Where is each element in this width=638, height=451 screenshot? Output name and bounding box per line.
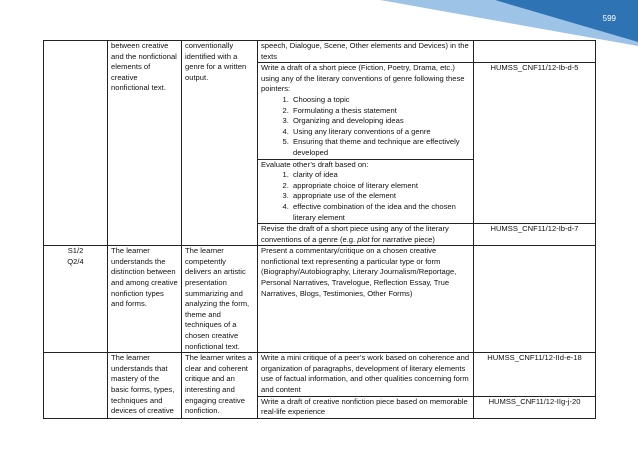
table-row [44, 246, 596, 353]
code-cell: HUMSS_CNF11/12-Ib-d-5 [474, 63, 596, 224]
list-item: 1. Choosing a topic [291, 95, 470, 106]
list-item: 2. appropriate choice of literary element [291, 181, 470, 192]
competency-cell: Write a draft of creative nonfiction piece based on memorable real-life experience [258, 396, 474, 418]
competency-cell [258, 159, 474, 224]
week-label: S1/2 [67, 246, 84, 256]
list-item: 4. effective combination of the idea and the chosen literary element [291, 202, 470, 223]
list-item: 5. Ensuring that theme and technique are effectively developed [291, 137, 470, 158]
week-cell [44, 353, 108, 419]
competency-text: Revise the draft of a short piece using any of the literary conventions of a genre (e.g. [261, 224, 449, 244]
competency-cell [258, 63, 474, 159]
list-item: 4. Using any literary conventions of a genre [291, 127, 470, 138]
performance-standard-cell: conventionally identified with a genre for a written output. [182, 41, 258, 246]
code-cell [474, 41, 596, 63]
code-cell: HUMSS_CNF11/12-IId-e-18 [474, 353, 596, 396]
competency-emphasis: plot [357, 234, 370, 244]
content-standard-cell: The learner understands the distinction between and among creative nonfiction types and forms. [108, 246, 182, 353]
page-number: 599 [602, 14, 616, 23]
list-item: 3. appropriate use of the element [291, 191, 470, 202]
competency-text: for narrative piece) [369, 234, 435, 244]
criteria-list [261, 170, 470, 223]
competency-intro: Write a draft of a short piece (Fiction, Poetry, Drama, etc.) using any of the literary conventions of genre following these pointers: [261, 63, 465, 94]
table-row [44, 41, 596, 63]
competency-cell [258, 224, 474, 246]
performance-standard-cell: The learner competently delivers an artistic presentation summarizing and analyzing the form, theme and techniques of a chosen creative nonfictional text. [182, 246, 258, 353]
competency-cell: Present a commentary/critique on a chosen creative nonfictional text representing a particular type or form (Biography/Autobiography, Literary Journalism/Reportage, Personal Narratives, Travelogue, Reflection Essay, True Narratives, Blogs, Testimonies, Other Forms) [258, 246, 474, 353]
performance-standard-cell: The learner writes a clear and coherent critique and an interesting and engaging creative nonfiction. [182, 353, 258, 419]
quarter-label: Q2/4 [67, 256, 84, 266]
content-standard-cell: between creative and the nonfictional elements of creative nonfictional text. [108, 41, 182, 246]
code-cell [474, 246, 596, 353]
week-cell [44, 246, 108, 353]
curriculum-table [43, 40, 596, 419]
code-cell: HUMSS_CNF11/12-IIg-j-20 [474, 396, 596, 418]
pointer-list [261, 95, 470, 159]
table-row [44, 353, 596, 396]
list-item: 1. clarity of idea [291, 170, 470, 181]
competency-cell: Write a mini critique of a peer’s work based on coherence and organization of paragraphs, development of literary elements use of factual information, and other qualities concerning form and content [258, 353, 474, 396]
list-item: 3. Organizing and developing ideas [291, 116, 470, 127]
competency-cell: speech, Dialogue, Scene, Other elements and Devices) in the texts [258, 41, 474, 63]
content-standard-cell: The learner understands that mastery of the basic forms, types, techniques and devices of creative [108, 353, 182, 419]
week-cell [44, 41, 108, 246]
competency-intro: Evaluate other’s draft based on: [261, 159, 369, 169]
list-item: 2. Formulating a thesis statement [291, 106, 470, 117]
code-cell: HUMSS_CNF11/12-Ib-d-7 [474, 224, 596, 246]
